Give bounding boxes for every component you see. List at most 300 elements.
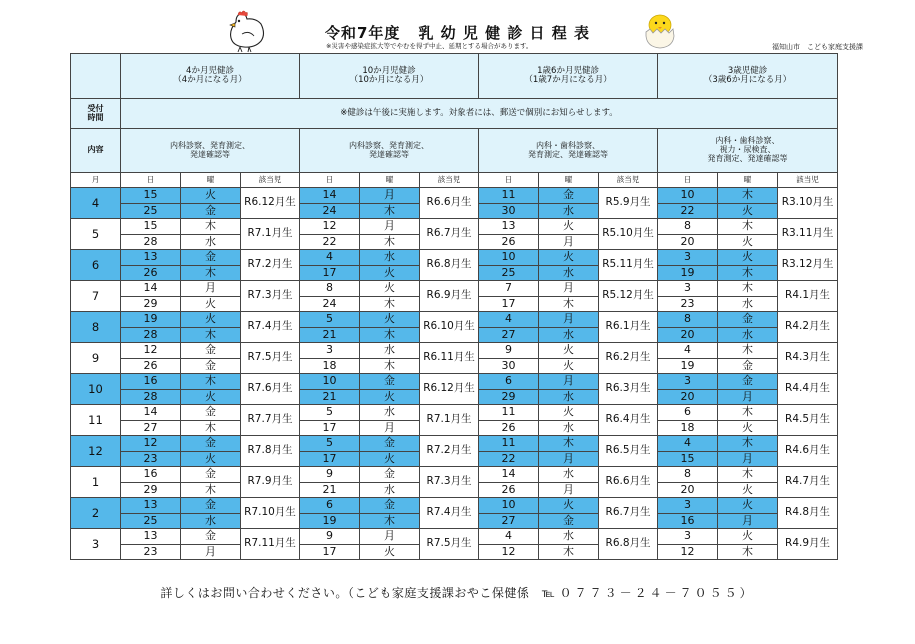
day-cell: 18 [658, 420, 718, 436]
target-cell: R3.10月生 [778, 188, 838, 219]
day-cell: 12 [121, 343, 181, 359]
weekday-cell: 火 [718, 529, 778, 545]
target-cell: R4.2月生 [778, 312, 838, 343]
day-cell: 19 [300, 513, 360, 529]
day-cell: 10 [479, 498, 539, 514]
day-cell: 11 [479, 188, 539, 204]
weekday-cell: 木 [181, 482, 241, 498]
weekday-cell: 火 [718, 234, 778, 250]
day-cell: 20 [658, 389, 718, 405]
weekday-cell: 月 [360, 529, 420, 545]
weekday-cell: 火 [360, 451, 420, 467]
target-cell: R6.6月生 [599, 467, 658, 498]
weekday-cell: 金 [360, 374, 420, 390]
month-cell: 2 [71, 498, 121, 529]
target-cell: R6.5月生 [599, 436, 658, 467]
day-cell: 9 [300, 529, 360, 545]
target-cell: R7.2月生 [420, 436, 479, 467]
day-cell: 26 [479, 420, 539, 436]
day-cell: 9 [479, 343, 539, 359]
target-cell: R4.5月生 [778, 405, 838, 436]
weekday-cell: 木 [718, 219, 778, 235]
weekday-cell: 火 [718, 420, 778, 436]
weekday-cell: 金 [718, 374, 778, 390]
day-cell: 23 [658, 296, 718, 312]
organization-label: 福知山市 こども家庭支援課 [772, 43, 863, 51]
day-cell: 3 [658, 374, 718, 390]
month-cell: 8 [71, 312, 121, 343]
day-cell: 9 [300, 467, 360, 483]
day-cell: 13 [479, 219, 539, 235]
day-cell: 26 [479, 482, 539, 498]
target-cell: R4.7月生 [778, 467, 838, 498]
col-target: 該当児 [599, 173, 658, 188]
target-cell: R7.10月生 [241, 498, 300, 529]
target-cell: R4.9月生 [778, 529, 838, 560]
target-cell: R6.11月生 [420, 343, 479, 374]
day-cell: 20 [658, 327, 718, 343]
weekday-cell: 火 [539, 405, 599, 421]
weekday-cell: 火 [539, 358, 599, 374]
weekday-cell: 水 [181, 513, 241, 529]
weekday-cell: 木 [360, 513, 420, 529]
target-cell: R6.7月生 [599, 498, 658, 529]
weekday-cell: 木 [718, 467, 778, 483]
weekday-cell: 月 [539, 281, 599, 297]
weekday-cell: 金 [181, 343, 241, 359]
schedule-row [71, 188, 838, 204]
col-target: 該当児 [241, 173, 300, 188]
weekday-cell: 月 [181, 544, 241, 560]
weekday-cell: 月 [718, 389, 778, 405]
day-cell: 23 [121, 544, 181, 560]
weekday-cell: 金 [181, 203, 241, 219]
target-cell: R6.9月生 [420, 281, 479, 312]
weekday-cell: 水 [539, 327, 599, 343]
target-cell: R5.9月生 [599, 188, 658, 219]
day-cell: 14 [300, 188, 360, 204]
day-cell: 11 [479, 405, 539, 421]
day-cell: 12 [121, 436, 181, 452]
day-cell: 10 [300, 374, 360, 390]
day-cell: 19 [658, 358, 718, 374]
day-cell: 15 [658, 451, 718, 467]
day-cell: 6 [479, 374, 539, 390]
tel-number: ０７７３－２４－７０５５） [559, 586, 755, 600]
day-cell: 6 [658, 405, 718, 421]
day-cell: 26 [121, 358, 181, 374]
day-cell: 17 [300, 451, 360, 467]
day-cell: 12 [658, 544, 718, 560]
cancellation-note: ※災害や感染症拡大等でやむを得ず中止、延期とする場合があります。 [326, 42, 533, 50]
day-cell: 13 [121, 498, 181, 514]
day-cell: 17 [300, 265, 360, 281]
weekday-cell: 木 [181, 219, 241, 235]
col-day: 日 [479, 173, 539, 188]
group-header-row [71, 54, 838, 99]
weekday-cell: 水 [360, 482, 420, 498]
target-cell: R4.1月生 [778, 281, 838, 312]
column-header-row [71, 173, 838, 188]
weekday-cell: 水 [360, 250, 420, 266]
target-cell: R4.3月生 [778, 343, 838, 374]
target-cell: R5.10月生 [599, 219, 658, 250]
weekday-cell: 火 [360, 312, 420, 328]
weekday-cell: 火 [718, 250, 778, 266]
month-cell: 3 [71, 529, 121, 560]
weekday-cell: 水 [539, 203, 599, 219]
day-cell: 29 [121, 296, 181, 312]
day-cell: 29 [121, 482, 181, 498]
target-cell: R6.4月生 [599, 405, 658, 436]
target-cell: R3.12月生 [778, 250, 838, 281]
month-cell: 5 [71, 219, 121, 250]
weekday-cell: 木 [718, 343, 778, 359]
weekday-cell: 木 [360, 296, 420, 312]
weekday-cell: 月 [360, 219, 420, 235]
weekday-cell: 金 [181, 436, 241, 452]
target-cell: R7.6月生 [241, 374, 300, 405]
day-cell: 19 [658, 265, 718, 281]
weekday-cell: 金 [181, 358, 241, 374]
target-cell: R7.3月生 [241, 281, 300, 312]
weekday-cell: 金 [539, 188, 599, 204]
weekday-cell: 月 [539, 482, 599, 498]
col-month: 月 [71, 173, 121, 188]
day-cell: 23 [121, 451, 181, 467]
target-cell: R5.12月生 [599, 281, 658, 312]
target-cell: R6.2月生 [599, 343, 658, 374]
weekday-cell: 木 [718, 405, 778, 421]
day-cell: 30 [479, 203, 539, 219]
month-cell: 12 [71, 436, 121, 467]
day-cell: 27 [479, 513, 539, 529]
day-cell: 14 [121, 281, 181, 297]
target-cell: R6.12月生 [241, 188, 300, 219]
weekday-cell: 木 [360, 327, 420, 343]
weekday-cell: 木 [360, 234, 420, 250]
target-cell: R6.12月生 [420, 374, 479, 405]
day-cell: 20 [658, 482, 718, 498]
day-cell: 27 [121, 420, 181, 436]
day-cell: 21 [300, 327, 360, 343]
day-cell: 6 [300, 498, 360, 514]
day-cell: 21 [300, 482, 360, 498]
target-cell: R5.11月生 [599, 250, 658, 281]
day-cell: 29 [479, 389, 539, 405]
day-cell: 8 [658, 467, 718, 483]
weekday-cell: 金 [718, 358, 778, 374]
target-cell: R7.11月生 [241, 529, 300, 560]
weekday-cell: 火 [539, 498, 599, 514]
target-cell: R3.11月生 [778, 219, 838, 250]
weekday-cell: 水 [360, 343, 420, 359]
weekday-cell: 月 [539, 234, 599, 250]
day-cell: 28 [121, 327, 181, 343]
day-cell: 3 [658, 281, 718, 297]
schedule-row [71, 529, 838, 545]
weekday-cell: 木 [718, 265, 778, 281]
col-target: 該当児 [420, 173, 479, 188]
day-cell: 4 [479, 312, 539, 328]
day-cell: 17 [300, 420, 360, 436]
day-cell: 5 [300, 312, 360, 328]
content-10m: 内科診察、発育測定、 発達確認等 [300, 129, 479, 173]
day-cell: 22 [658, 203, 718, 219]
target-cell: R6.3月生 [599, 374, 658, 405]
schedule-row [71, 312, 838, 328]
day-cell: 17 [479, 296, 539, 312]
day-cell: 30 [479, 358, 539, 374]
weekday-cell: 火 [718, 482, 778, 498]
weekday-cell: 木 [181, 327, 241, 343]
weekday-cell: 木 [539, 544, 599, 560]
col-day: 日 [121, 173, 181, 188]
target-cell: R6.7月生 [420, 219, 479, 250]
day-cell: 28 [121, 389, 181, 405]
target-cell: R7.5月生 [241, 343, 300, 374]
weekday-cell: 水 [181, 234, 241, 250]
day-cell: 27 [479, 327, 539, 343]
col-weekday: 曜 [360, 173, 420, 188]
schedule-row [71, 281, 838, 297]
weekday-cell: 火 [539, 219, 599, 235]
day-cell: 3 [658, 250, 718, 266]
weekday-cell: 木 [360, 203, 420, 219]
content-3y: 内科・歯科診察、 視力・尿検査、 発育測定、発達確認等 [658, 129, 838, 173]
month-cell: 7 [71, 281, 121, 312]
col-target: 該当児 [778, 173, 838, 188]
schedule-row [71, 436, 838, 452]
weekday-cell: 金 [181, 529, 241, 545]
weekday-cell: 火 [181, 389, 241, 405]
day-cell: 22 [300, 234, 360, 250]
weekday-cell: 木 [718, 281, 778, 297]
weekday-cell: 火 [181, 312, 241, 328]
weekday-cell: 火 [360, 389, 420, 405]
weekday-cell: 水 [360, 405, 420, 421]
weekday-cell: 金 [360, 498, 420, 514]
day-cell: 8 [300, 281, 360, 297]
weekday-cell: 水 [539, 529, 599, 545]
day-cell: 15 [121, 219, 181, 235]
day-cell: 12 [479, 544, 539, 560]
weekday-cell: 木 [181, 420, 241, 436]
month-cell: 9 [71, 343, 121, 374]
day-cell: 11 [479, 436, 539, 452]
page-title [0, 22, 915, 43]
day-cell: 14 [121, 405, 181, 421]
weekday-cell: 火 [539, 250, 599, 266]
weekday-cell: 火 [181, 451, 241, 467]
day-cell: 7 [479, 281, 539, 297]
schedule-row [71, 374, 838, 390]
weekday-cell: 月 [539, 374, 599, 390]
day-cell: 15 [121, 188, 181, 204]
weekday-cell: 火 [718, 498, 778, 514]
month-cell: 6 [71, 250, 121, 281]
day-cell: 19 [121, 312, 181, 328]
day-cell: 25 [121, 203, 181, 219]
day-cell: 8 [658, 219, 718, 235]
day-cell: 22 [479, 451, 539, 467]
col-day: 日 [300, 173, 360, 188]
day-cell: 28 [121, 234, 181, 250]
weekday-cell: 水 [539, 389, 599, 405]
day-cell: 24 [300, 296, 360, 312]
day-cell: 24 [300, 203, 360, 219]
target-cell: R6.1月生 [599, 312, 658, 343]
schedule-row [71, 250, 838, 266]
weekday-cell: 水 [718, 327, 778, 343]
weekday-cell: 木 [718, 188, 778, 204]
weekday-cell: 木 [181, 374, 241, 390]
day-cell: 12 [300, 219, 360, 235]
weekday-cell: 木 [539, 296, 599, 312]
title-main: 乳 幼 児 健 診 日 程 表 [418, 24, 590, 42]
weekday-cell: 火 [181, 188, 241, 204]
weekday-cell: 金 [181, 405, 241, 421]
target-cell: R7.1月生 [241, 219, 300, 250]
weekday-cell: 金 [181, 467, 241, 483]
col-weekday: 曜 [181, 173, 241, 188]
target-cell: R7.8月生 [241, 436, 300, 467]
weekday-cell: 月 [360, 420, 420, 436]
target-cell: R7.2月生 [241, 250, 300, 281]
target-cell: R7.7月生 [241, 405, 300, 436]
weekday-cell: 金 [539, 513, 599, 529]
day-cell: 17 [300, 544, 360, 560]
month-cell: 4 [71, 188, 121, 219]
corner-cell [71, 54, 121, 99]
day-cell: 4 [658, 436, 718, 452]
weekday-cell: 金 [718, 312, 778, 328]
day-cell: 20 [658, 234, 718, 250]
day-cell: 3 [658, 529, 718, 545]
tel-label: ℡ [541, 586, 556, 600]
day-cell: 10 [658, 188, 718, 204]
col-weekday: 曜 [539, 173, 599, 188]
weekday-cell: 月 [539, 451, 599, 467]
content-4m: 内科診察、発育測定、 発達確認等 [121, 129, 300, 173]
day-cell: 13 [121, 250, 181, 266]
day-cell: 13 [121, 529, 181, 545]
weekday-cell: 金 [360, 436, 420, 452]
weekday-cell: 月 [539, 312, 599, 328]
weekday-cell: 水 [718, 296, 778, 312]
schedule-row [71, 219, 838, 235]
reception-label: 受付 時間 [71, 99, 121, 129]
weekday-cell: 木 [360, 358, 420, 374]
group-4m: 4か月児健診 （4か月になる月） [121, 54, 300, 99]
day-cell: 5 [300, 405, 360, 421]
day-cell: 25 [479, 265, 539, 281]
target-cell: R7.1月生 [420, 405, 479, 436]
day-cell: 14 [479, 467, 539, 483]
content-label: 内容 [71, 129, 121, 173]
day-cell: 10 [479, 250, 539, 266]
weekday-cell: 火 [539, 343, 599, 359]
target-cell: R7.4月生 [241, 312, 300, 343]
target-cell: R4.6月生 [778, 436, 838, 467]
weekday-cell: 金 [360, 467, 420, 483]
weekday-cell: 水 [539, 420, 599, 436]
reception-row [71, 99, 838, 129]
schedule-table [70, 53, 838, 560]
weekday-cell: 木 [539, 436, 599, 452]
day-cell: 25 [121, 513, 181, 529]
schedule-row [71, 467, 838, 483]
weekday-cell: 木 [718, 544, 778, 560]
weekday-cell: 木 [718, 436, 778, 452]
weekday-cell: 火 [181, 296, 241, 312]
weekday-cell: 金 [181, 498, 241, 514]
day-cell: 16 [121, 374, 181, 390]
day-cell: 5 [300, 436, 360, 452]
day-cell: 4 [658, 343, 718, 359]
day-cell: 3 [658, 498, 718, 514]
weekday-cell: 月 [718, 451, 778, 467]
day-cell: 4 [300, 250, 360, 266]
target-cell: R6.8月生 [599, 529, 658, 560]
weekday-cell: 水 [539, 467, 599, 483]
weekday-cell: 火 [360, 265, 420, 281]
schedule-row [71, 405, 838, 421]
col-weekday: 曜 [718, 173, 778, 188]
day-cell: 4 [479, 529, 539, 545]
target-cell: R6.6月生 [420, 188, 479, 219]
content-1y6m: 内科・歯科診察、 発育測定、発達確認等 [479, 129, 658, 173]
day-cell: 16 [121, 467, 181, 483]
target-cell: R4.8月生 [778, 498, 838, 529]
day-cell: 21 [300, 389, 360, 405]
target-cell: R6.10月生 [420, 312, 479, 343]
weekday-cell: 金 [181, 250, 241, 266]
target-cell: R7.5月生 [420, 529, 479, 560]
target-cell: R7.4月生 [420, 498, 479, 529]
day-cell: 3 [300, 343, 360, 359]
target-cell: R7.3月生 [420, 467, 479, 498]
day-cell: 16 [658, 513, 718, 529]
month-cell: 11 [71, 405, 121, 436]
group-10m: 10か月児健診 （10か月になる月） [300, 54, 479, 99]
weekday-cell: 火 [360, 281, 420, 297]
group-3y: 3歳児健診 （3歳6か月になる月） [658, 54, 838, 99]
weekday-cell: 火 [718, 203, 778, 219]
weekday-cell: 水 [539, 265, 599, 281]
group-1y6m: 1歳6か月児健診 （1歳7か月になる月） [479, 54, 658, 99]
weekday-cell: 月 [718, 513, 778, 529]
target-cell: R4.4月生 [778, 374, 838, 405]
contact-footer [0, 584, 915, 601]
footer-text: 詳しくはお問い合わせください。（こども家庭支援課おやこ保健係 [160, 586, 530, 600]
reception-note: ※健診は午後に実施します。対象者には、郵送で個別にお知らせします。 [121, 99, 838, 129]
content-row [71, 129, 838, 173]
target-cell: R7.9月生 [241, 467, 300, 498]
weekday-cell: 月 [181, 281, 241, 297]
weekday-cell: 火 [360, 544, 420, 560]
schedule-row [71, 498, 838, 514]
day-cell: 18 [300, 358, 360, 374]
weekday-cell: 木 [181, 265, 241, 281]
month-cell: 1 [71, 467, 121, 498]
day-cell: 26 [479, 234, 539, 250]
weekday-cell: 月 [360, 188, 420, 204]
schedule-row [71, 343, 838, 359]
title-year: 令和7年度 [325, 24, 401, 42]
day-cell: 26 [121, 265, 181, 281]
day-cell: 8 [658, 312, 718, 328]
